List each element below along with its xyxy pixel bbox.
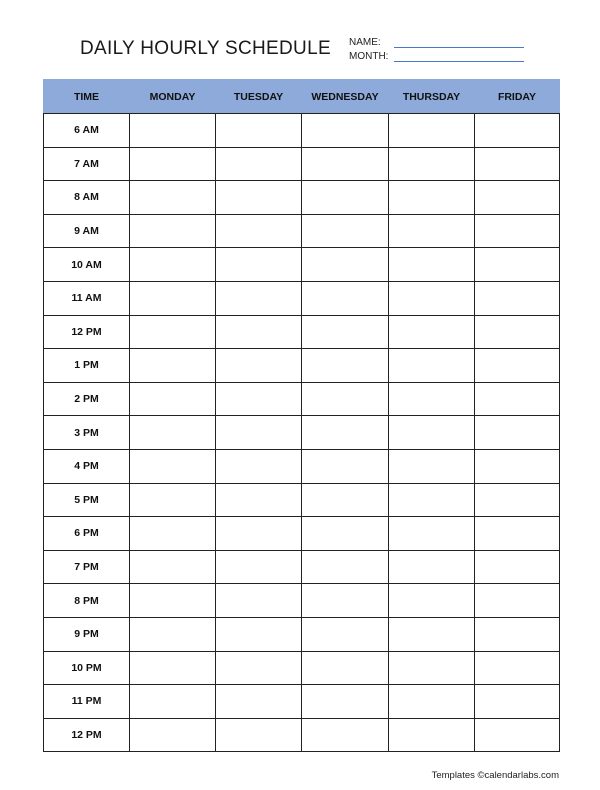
slot-cell-thursday[interactable] <box>389 248 475 282</box>
schedule-body <box>44 114 560 752</box>
time-cell: 7 PM <box>44 550 130 584</box>
slot-cell-monday[interactable] <box>130 147 216 181</box>
time-cell: 4 PM <box>44 449 130 483</box>
table-row <box>44 718 560 752</box>
time-cell: 2 PM <box>44 382 130 416</box>
header-friday: FRIDAY <box>475 80 560 114</box>
slot-cell-monday[interactable] <box>130 181 216 215</box>
table-row <box>44 147 560 181</box>
table-row <box>44 416 560 450</box>
table-row <box>44 315 560 349</box>
slot-cell-tuesday[interactable] <box>216 214 302 248</box>
slot-cell-tuesday[interactable] <box>216 685 302 719</box>
time-cell: 6 PM <box>44 517 130 551</box>
slot-cell-monday[interactable] <box>130 483 216 517</box>
slot-cell-friday[interactable] <box>475 651 560 685</box>
table-row <box>44 114 560 148</box>
slot-cell-friday[interactable] <box>475 550 560 584</box>
slot-cell-wednesday[interactable] <box>302 651 389 685</box>
slot-cell-friday[interactable] <box>475 147 560 181</box>
slot-cell-monday[interactable] <box>130 651 216 685</box>
slot-cell-wednesday[interactable] <box>302 248 389 282</box>
time-cell: 5 PM <box>44 483 130 517</box>
slot-cell-wednesday[interactable] <box>302 181 389 215</box>
slot-cell-thursday[interactable] <box>389 483 475 517</box>
table-row <box>44 281 560 315</box>
slot-cell-monday[interactable] <box>130 517 216 551</box>
slot-cell-wednesday[interactable] <box>302 315 389 349</box>
header-time: TIME <box>44 80 130 114</box>
slot-cell-wednesday[interactable] <box>302 517 389 551</box>
slot-cell-thursday[interactable] <box>389 382 475 416</box>
slot-cell-tuesday[interactable] <box>216 651 302 685</box>
slot-cell-thursday[interactable] <box>389 181 475 215</box>
slot-cell-monday[interactable] <box>130 114 216 148</box>
time-cell: 1 PM <box>44 349 130 383</box>
slot-cell-friday[interactable] <box>475 617 560 651</box>
header-row <box>44 80 560 114</box>
time-cell: 12 PM <box>44 315 130 349</box>
time-cell: 10 AM <box>44 248 130 282</box>
slot-cell-thursday[interactable] <box>389 550 475 584</box>
slot-cell-wednesday[interactable] <box>302 718 389 752</box>
slot-cell-monday[interactable] <box>130 685 216 719</box>
slot-cell-wednesday[interactable] <box>302 114 389 148</box>
slot-cell-tuesday[interactable] <box>216 281 302 315</box>
slot-cell-friday[interactable] <box>475 248 560 282</box>
time-cell: 11 PM <box>44 685 130 719</box>
month-field-line[interactable] <box>394 61 524 62</box>
table-row <box>44 617 560 651</box>
slot-cell-friday[interactable] <box>475 483 560 517</box>
slot-cell-wednesday[interactable] <box>302 449 389 483</box>
time-cell: 3 PM <box>44 416 130 450</box>
slot-cell-thursday[interactable] <box>389 315 475 349</box>
slot-cell-tuesday[interactable] <box>216 483 302 517</box>
table-row <box>44 449 560 483</box>
time-cell: 8 PM <box>44 584 130 618</box>
slot-cell-tuesday[interactable] <box>216 147 302 181</box>
name-label: NAME: <box>349 37 381 48</box>
name-field-line[interactable] <box>394 47 524 48</box>
slot-cell-wednesday[interactable] <box>302 617 389 651</box>
slot-cell-wednesday[interactable] <box>302 214 389 248</box>
slot-cell-thursday[interactable] <box>389 281 475 315</box>
time-cell: 12 PM <box>44 718 130 752</box>
slot-cell-tuesday[interactable] <box>216 550 302 584</box>
header-tuesday: TUESDAY <box>216 80 302 114</box>
slot-cell-thursday[interactable] <box>389 147 475 181</box>
slot-cell-thursday[interactable] <box>389 651 475 685</box>
slot-cell-wednesday[interactable] <box>302 281 389 315</box>
slot-cell-friday[interactable] <box>475 315 560 349</box>
slot-cell-monday[interactable] <box>130 214 216 248</box>
slot-cell-wednesday[interactable] <box>302 147 389 181</box>
table-row <box>44 214 560 248</box>
slot-cell-wednesday[interactable] <box>302 349 389 383</box>
slot-cell-monday[interactable] <box>130 449 216 483</box>
slot-cell-monday[interactable] <box>130 416 216 450</box>
table-row <box>44 517 560 551</box>
time-cell: 7 AM <box>44 147 130 181</box>
slot-cell-friday[interactable] <box>475 449 560 483</box>
slot-cell-tuesday[interactable] <box>216 584 302 618</box>
slot-cell-tuesday[interactable] <box>216 248 302 282</box>
slot-cell-thursday[interactable] <box>389 584 475 618</box>
time-cell: 9 AM <box>44 214 130 248</box>
table-row <box>44 685 560 719</box>
slot-cell-thursday[interactable] <box>389 449 475 483</box>
time-cell: 8 AM <box>44 181 130 215</box>
slot-cell-tuesday[interactable] <box>216 315 302 349</box>
time-cell: 9 PM <box>44 617 130 651</box>
slot-cell-friday[interactable] <box>475 181 560 215</box>
schedule-table <box>43 79 560 752</box>
table-row <box>44 651 560 685</box>
slot-cell-wednesday[interactable] <box>302 382 389 416</box>
table-row <box>44 483 560 517</box>
slot-cell-friday[interactable] <box>475 685 560 719</box>
slot-cell-friday[interactable] <box>475 214 560 248</box>
slot-cell-tuesday[interactable] <box>216 449 302 483</box>
slot-cell-wednesday[interactable] <box>302 416 389 450</box>
slot-cell-monday[interactable] <box>130 382 216 416</box>
slot-cell-tuesday[interactable] <box>216 114 302 148</box>
table-row <box>44 181 560 215</box>
slot-cell-friday[interactable] <box>475 114 560 148</box>
slot-cell-monday[interactable] <box>130 617 216 651</box>
slot-cell-tuesday[interactable] <box>216 416 302 450</box>
slot-cell-wednesday[interactable] <box>302 550 389 584</box>
header-wednesday: WEDNESDAY <box>302 80 389 114</box>
slot-cell-friday[interactable] <box>475 517 560 551</box>
slot-cell-friday[interactable] <box>475 349 560 383</box>
slot-cell-thursday[interactable] <box>389 685 475 719</box>
slot-cell-monday[interactable] <box>130 315 216 349</box>
header-monday: MONDAY <box>130 80 216 114</box>
slot-cell-monday[interactable] <box>130 584 216 618</box>
slot-cell-thursday[interactable] <box>389 416 475 450</box>
table-row <box>44 584 560 618</box>
slot-cell-tuesday[interactable] <box>216 517 302 551</box>
slot-cell-thursday[interactable] <box>389 114 475 148</box>
slot-cell-tuesday[interactable] <box>216 382 302 416</box>
slot-cell-thursday[interactable] <box>389 349 475 383</box>
time-cell: 11 AM <box>44 281 130 315</box>
slot-cell-tuesday[interactable] <box>216 718 302 752</box>
slot-cell-monday[interactable] <box>130 248 216 282</box>
slot-cell-friday[interactable] <box>475 584 560 618</box>
slot-cell-friday[interactable] <box>475 718 560 752</box>
time-cell: 10 PM <box>44 651 130 685</box>
slot-cell-wednesday[interactable] <box>302 483 389 517</box>
table-row <box>44 349 560 383</box>
slot-cell-tuesday[interactable] <box>216 617 302 651</box>
slot-cell-friday[interactable] <box>475 281 560 315</box>
slot-cell-monday[interactable] <box>130 550 216 584</box>
month-label: MONTH: <box>349 51 389 62</box>
page-title: DAILY HOURLY SCHEDULE <box>80 38 331 59</box>
slot-cell-thursday[interactable] <box>389 214 475 248</box>
footer-credit: Templates ©calendarlabs.com <box>431 770 559 781</box>
slot-cell-wednesday[interactable] <box>302 584 389 618</box>
table-row <box>44 248 560 282</box>
slot-cell-friday[interactable] <box>475 416 560 450</box>
slot-cell-thursday[interactable] <box>389 718 475 752</box>
slot-cell-wednesday[interactable] <box>302 685 389 719</box>
slot-cell-monday[interactable] <box>130 718 216 752</box>
slot-cell-friday[interactable] <box>475 382 560 416</box>
slot-cell-tuesday[interactable] <box>216 181 302 215</box>
slot-cell-thursday[interactable] <box>389 617 475 651</box>
time-cell: 6 AM <box>44 114 130 148</box>
slot-cell-monday[interactable] <box>130 281 216 315</box>
table-row <box>44 382 560 416</box>
header-thursday: THURSDAY <box>389 80 475 114</box>
slot-cell-monday[interactable] <box>130 349 216 383</box>
table-row <box>44 550 560 584</box>
slot-cell-tuesday[interactable] <box>216 349 302 383</box>
slot-cell-thursday[interactable] <box>389 517 475 551</box>
